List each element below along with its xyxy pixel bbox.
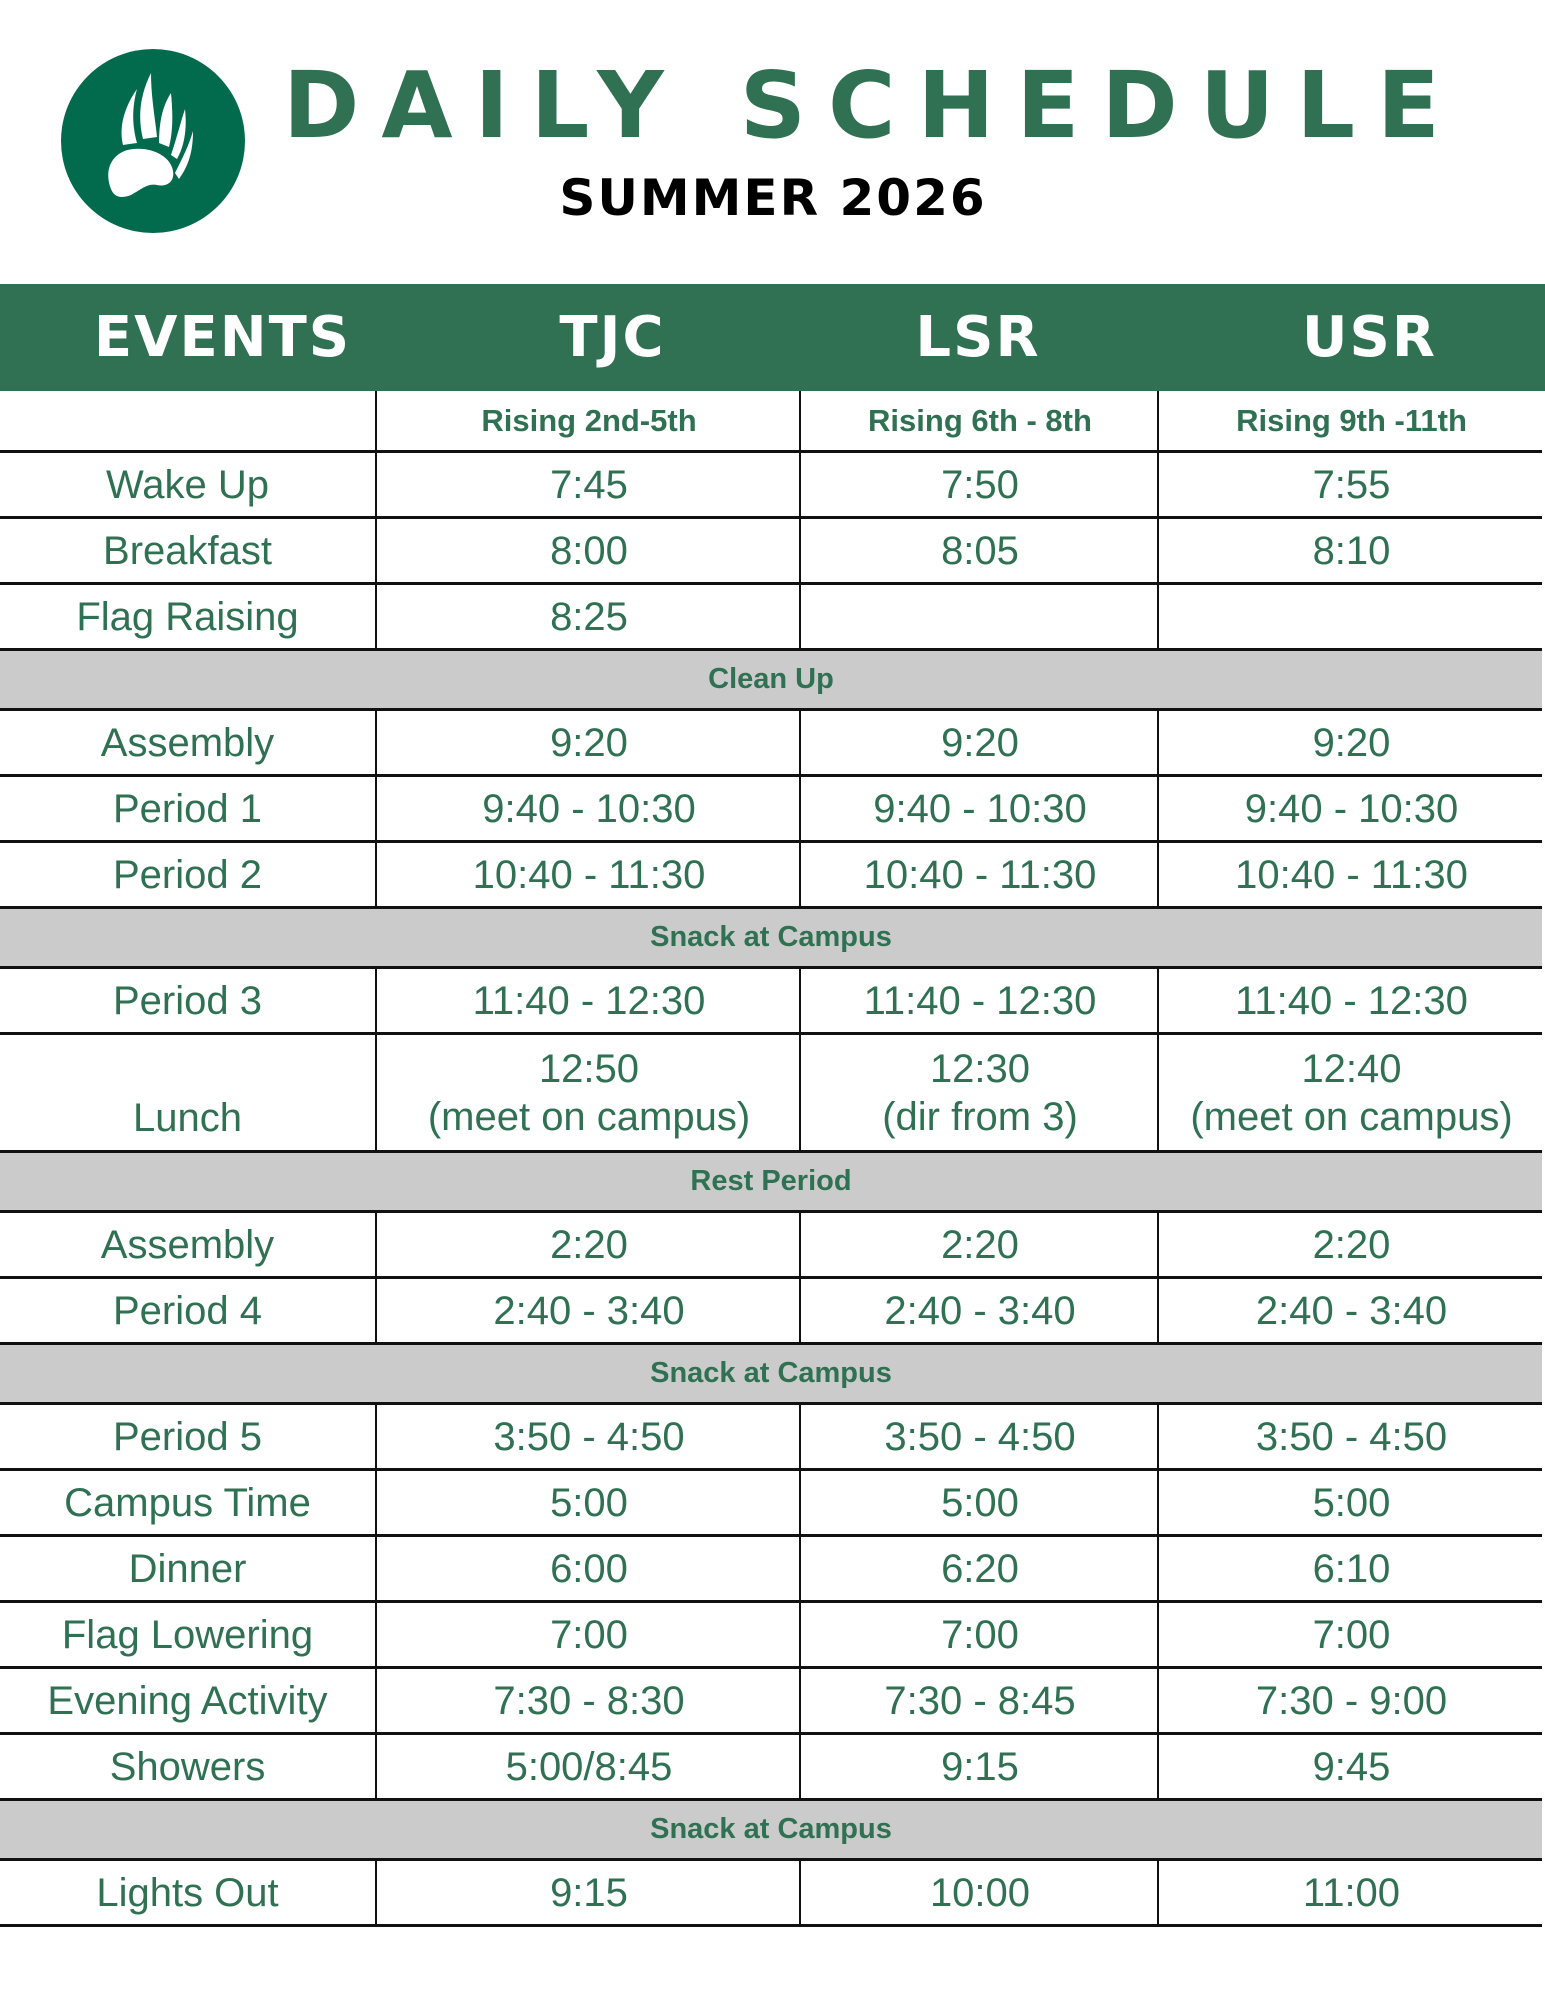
event-name: Period 2	[113, 852, 262, 897]
time-cell-tjc: 9:40 - 10:30	[375, 777, 801, 840]
time-cell-tjc: 10:40 - 11:30	[375, 843, 801, 906]
time-note: (meet on campus)	[1190, 1094, 1513, 1139]
subheader-events	[0, 391, 375, 450]
time-cell-lsr: 3:50 - 4:50	[799, 1405, 1159, 1468]
time-cell-usr: 7:30 - 9:00	[1157, 1669, 1544, 1732]
time-value: 12:50	[538, 1046, 640, 1091]
time-cell-tjc: 5:00	[375, 1471, 801, 1534]
time-cell-lsr: 5:00	[799, 1471, 1159, 1534]
column-header-events: EVENTS	[93, 305, 352, 370]
time-cell-lsr: 7:00	[799, 1603, 1159, 1666]
time-cell-tjc: 7:30 - 8:30	[375, 1669, 801, 1732]
time-cell-usr: 7:00	[1157, 1603, 1544, 1666]
time-cell-tjc: 9:15	[375, 1861, 801, 1924]
event-name: Period 3	[113, 978, 262, 1023]
table-row	[0, 585, 1542, 651]
time-cell-tjc: 6:00	[375, 1537, 801, 1600]
event-name: Period 5	[113, 1414, 262, 1459]
time-cell-lsr: 11:40 - 12:30	[799, 969, 1159, 1032]
time-cell-tjc: 3:50 - 4:50	[375, 1405, 801, 1468]
table-row	[0, 1405, 1542, 1471]
time-cell-usr: 2:40 - 3:40	[1157, 1279, 1544, 1342]
page-subtitle: SUMMER 2026	[559, 169, 987, 227]
section-band	[0, 1801, 1542, 1861]
table-row	[0, 1035, 1542, 1153]
time-cell-tjc: 11:40 - 12:30	[375, 969, 801, 1032]
event-name: Dinner	[128, 1546, 247, 1591]
time-cell-lsr: 9:15	[799, 1735, 1159, 1798]
time-cell-lsr: 9:40 - 10:30	[799, 777, 1159, 840]
time-cell-tjc: 2:40 - 3:40	[375, 1279, 801, 1342]
time-cell-tjc: 8:00	[375, 519, 801, 582]
column-header-tjc: TJC	[559, 305, 666, 370]
time-cell-tjc: 9:20	[375, 711, 801, 774]
section-band-label: Snack at Campus	[650, 1813, 892, 1845]
table-row	[0, 1471, 1542, 1537]
event-name: Evening Activity	[47, 1678, 328, 1723]
section-band-label: Snack at Campus	[650, 1357, 892, 1389]
time-cell-lsr: 7:30 - 8:45	[799, 1669, 1159, 1732]
time-cell-usr: 5:00	[1157, 1471, 1544, 1534]
time-cell-tjc: 2:20	[375, 1213, 801, 1276]
section-band	[0, 1153, 1542, 1213]
logo	[61, 49, 245, 233]
time-cell-tjc: 8:25	[375, 585, 801, 648]
time-cell-usr: 3:50 - 4:50	[1157, 1405, 1544, 1468]
time-cell-lsr: 10:40 - 11:30	[799, 843, 1159, 906]
event-name: Period 1	[113, 786, 262, 831]
event-name: Breakfast	[103, 528, 272, 573]
schedule-table	[0, 391, 1542, 1927]
time-cell-tjc: 5:00/8:45	[375, 1735, 801, 1798]
time-cell-tjc: 7:45	[375, 453, 801, 516]
table-row	[0, 711, 1542, 777]
table-row	[0, 1735, 1542, 1801]
time-cell-usr: 9:40 - 10:30	[1157, 777, 1544, 840]
time-value: 12:40	[1301, 1046, 1402, 1091]
column-header-lsr: LSR	[915, 305, 1041, 370]
time-cell-lsr: 6:20	[799, 1537, 1159, 1600]
time-value: 12:30	[929, 1046, 1031, 1091]
time-note: (meet on campus)	[427, 1094, 751, 1139]
time-cell-usr	[1157, 1035, 1544, 1150]
time-cell-usr	[1157, 585, 1544, 648]
time-cell-usr: 11:00	[1157, 1861, 1544, 1924]
time-cell-lsr: 2:40 - 3:40	[799, 1279, 1159, 1342]
subheader-usr: Rising 9th -11th	[1157, 391, 1544, 450]
table-row	[0, 1537, 1542, 1603]
table-row	[0, 1861, 1542, 1927]
table-row	[0, 969, 1542, 1035]
time-cell-usr: 11:40 - 12:30	[1157, 969, 1544, 1032]
event-name: Flag Lowering	[61, 1612, 314, 1657]
subheader-tjc: Rising 2nd-5th	[375, 391, 801, 450]
time-cell-lsr	[799, 585, 1159, 648]
event-name: Showers	[109, 1744, 266, 1789]
section-band	[0, 909, 1542, 969]
bear-paw-icon	[61, 49, 245, 233]
time-cell-lsr: 8:05	[799, 519, 1159, 582]
table-row	[0, 1279, 1542, 1345]
time-cell-usr: 7:55	[1157, 453, 1544, 516]
time-cell-lsr	[799, 1035, 1159, 1150]
time-cell-usr: 9:20	[1157, 711, 1544, 774]
section-band-label: Clean Up	[708, 663, 834, 695]
column-header-band	[0, 284, 1545, 391]
time-cell-usr: 6:10	[1157, 1537, 1544, 1600]
subheader-lsr: Rising 6th - 8th	[799, 391, 1159, 450]
event-name: Wake Up	[105, 462, 269, 507]
time-cell-lsr: 7:50	[799, 453, 1159, 516]
event-name: Assembly	[100, 720, 275, 765]
event-name: Assembly	[100, 1222, 275, 1267]
table-row	[0, 777, 1542, 843]
section-band	[0, 1345, 1542, 1405]
subheader-row	[0, 391, 1542, 453]
column-header-usr: USR	[1302, 305, 1437, 370]
table-row	[0, 1213, 1542, 1279]
section-band-label: Snack at Campus	[650, 921, 892, 953]
time-cell-lsr: 2:20	[799, 1213, 1159, 1276]
table-row	[0, 1603, 1542, 1669]
time-cell-lsr: 9:20	[799, 711, 1159, 774]
section-band	[0, 651, 1542, 711]
event-name: Campus Time	[64, 1480, 311, 1525]
event-name: Period 4	[113, 1288, 262, 1333]
time-note: (dir from 3)	[882, 1094, 1078, 1139]
table-row	[0, 843, 1542, 909]
table-row	[0, 453, 1542, 519]
event-name: Lunch	[133, 1096, 242, 1140]
table-row	[0, 1669, 1542, 1735]
table-row	[0, 519, 1542, 585]
time-cell-tjc: 7:00	[375, 1603, 801, 1666]
time-cell-usr: 10:40 - 11:30	[1157, 843, 1544, 906]
time-cell-usr: 9:45	[1157, 1735, 1544, 1798]
time-cell-tjc	[375, 1035, 801, 1150]
event-name: Lights Out	[96, 1870, 279, 1915]
section-band-label: Rest Period	[690, 1165, 852, 1197]
time-cell-usr: 2:20	[1157, 1213, 1544, 1276]
time-cell-usr: 8:10	[1157, 519, 1544, 582]
time-cell-lsr: 10:00	[799, 1861, 1159, 1924]
event-name: Flag Raising	[76, 594, 299, 639]
page-title: DAILY SCHEDULE	[283, 52, 1462, 159]
